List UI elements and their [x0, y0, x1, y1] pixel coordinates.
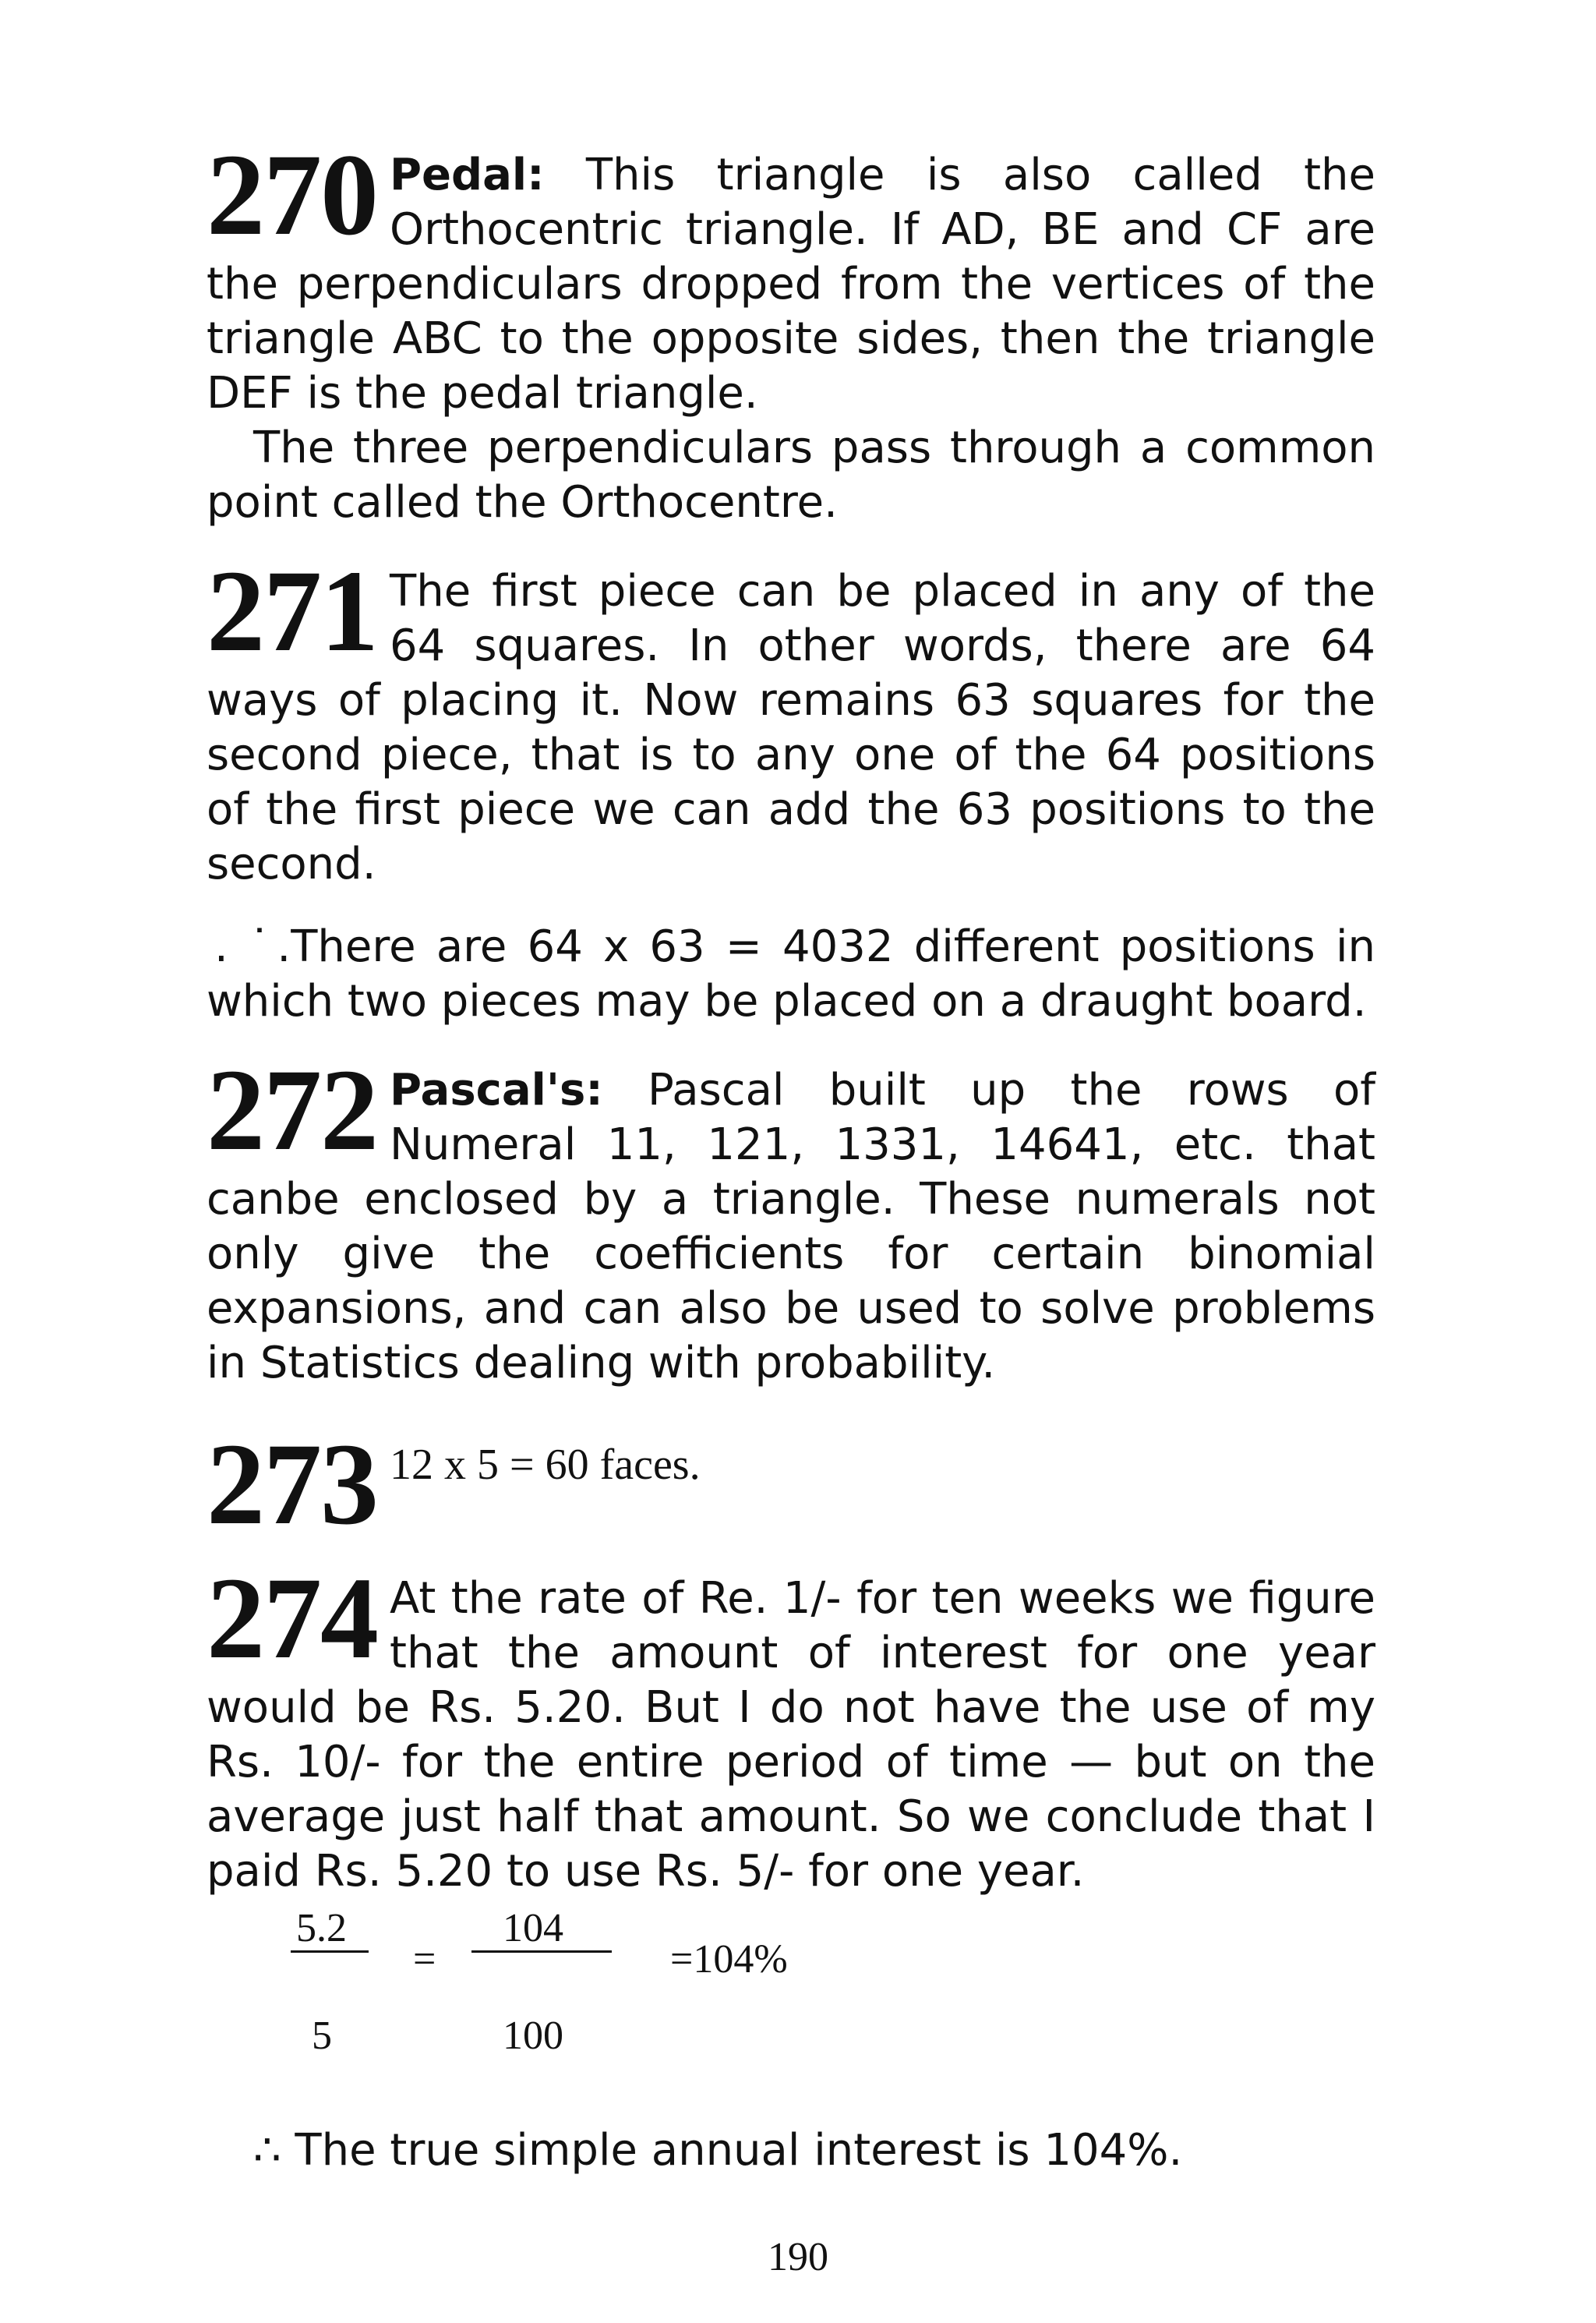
entry-272	[207, 1045, 1375, 1391]
entry-answer: 12 x 5 = 60 faces.	[390, 1441, 701, 1489]
entry-274	[207, 1554, 1375, 2178]
entry-number: 271	[207, 546, 377, 676]
entry-273	[207, 1420, 1375, 1549]
entry-text: Pascal built up the rows of Numeral 11, 121, 1331, 14641, etc. that canbe enclosed by a triangle. These numerals not only give the coefficients for certain binomial expansions, and can also be used to solve problems in Statistics dealing with probability.	[207, 1065, 1375, 1388]
fraction-numerator-2: 104	[503, 1906, 563, 1950]
entry-number: 273	[207, 1420, 377, 1549]
entry-274-paragraph-1	[207, 1554, 1375, 1899]
entry-number: 274	[207, 1554, 377, 1683]
entry-text: The first piece can be placed in any of the 64 squares. In other words, there are 64 ways of placing it. Now remains 63 squares for the second piece, that is to any one of the 64 positions of the first piece we can add the 63 positions to the second.	[207, 566, 1375, 889]
entry-270	[207, 130, 1376, 530]
entry-274-conclusion: ∴ The true simple annual interest is 104%.	[253, 2125, 1183, 2176]
entry-number: 272	[207, 1045, 377, 1175]
fraction-equals: =	[413, 1937, 436, 1982]
fraction-numerator-1: 5.2	[296, 1906, 347, 1950]
entry-271-paragraph-1	[207, 546, 1375, 892]
fraction-denominator-2: 100	[503, 2014, 563, 2058]
fraction-bar-1	[291, 1950, 369, 1953]
entry-number: 270	[207, 130, 377, 260]
entry-272-paragraph-1	[207, 1045, 1375, 1391]
entry-lead: Pedal:	[390, 150, 545, 200]
entry-lead: Pascal's:	[390, 1065, 603, 1116]
fraction-denominator-1: 5	[312, 2014, 332, 2058]
fraction-result: =104%	[670, 1937, 788, 1982]
interest-fraction	[207, 1905, 1375, 2100]
entry-271-paragraph-2: . ˙.There are 64 x 63 = 4032 different positions in which two pieces may be placed on a draught board.	[207, 921, 1375, 1027]
entry-271	[207, 546, 1375, 1029]
entry-text: At the rate of Re. 1/- for ten weeks we figure that the amount of interest for one year would be Rs. 5.20. But I do not have the use of my Rs. 10/- for the entire period of time — but on the average just half that amount. So we conclude that I paid Rs. 5.20 to use Rs. 5/- for one year.	[207, 1573, 1375, 1897]
page-content	[207, 130, 1376, 2222]
entry-text: This triangle is also called the Orthocentric triangle. If AD, BE and CF are the perpendiculars dropped from the vertices of the triangle ABC to the opposite sides, then the triangle DEF is the pedal triangle.	[207, 150, 1376, 419]
entry-270-paragraph-2: The three perpendiculars pass through a common point called the Orthocentre.	[207, 423, 1375, 528]
page-number: 190	[768, 2235, 828, 2279]
fraction-bar-2	[471, 1950, 612, 1953]
entry-270-paragraph-1	[207, 130, 1376, 421]
